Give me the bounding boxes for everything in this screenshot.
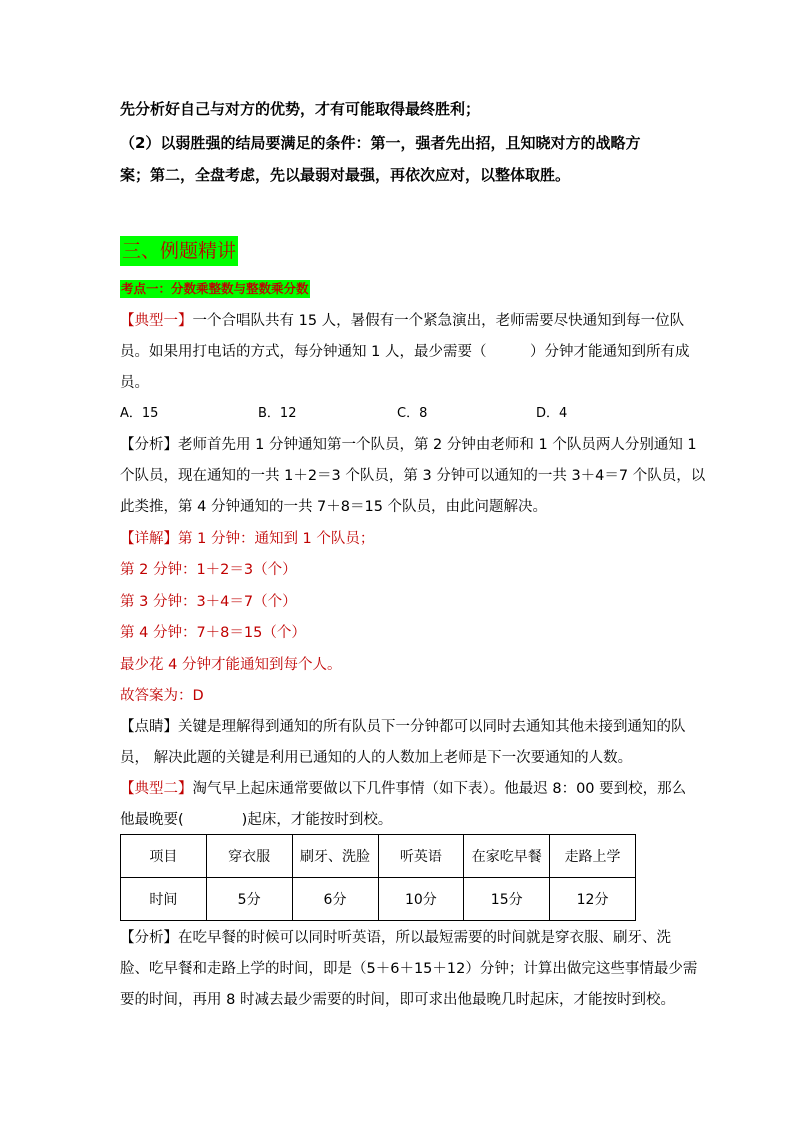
q1-analysis-2: 个队员，现在通知的一共 1＋2＝3 个队员，第 3 分钟可以通知的一共 3＋4＝7 个队员，以	[120, 468, 706, 484]
q1-detail-tag: 【详解】	[120, 531, 178, 547]
table-header-cell: 走路上学	[550, 835, 636, 878]
table-cell: 6分	[292, 878, 378, 921]
schedule-table	[120, 834, 636, 921]
q1-text-2: 员。如果用打电话的方式，每分钟通知 1 人，最少需要（ ）分钟才能通知到所有成	[120, 344, 690, 360]
intro-line-1: 先分析好自己与对方的优势，才有可能取得最终胜利；	[120, 100, 481, 118]
q2-text-1: 淘气早上起床通常要做以下几件事情（如下表）。他最迟 8：00 要到校，那么	[192, 781, 687, 797]
q2-line-1	[120, 779, 686, 799]
q2-analysis-tag: 【分析】	[120, 930, 178, 946]
q1-analysis-1: 老师首先用 1 分钟通知第一个队员，第 2 分钟由老师和 1 个队员两人分别通知 1	[178, 437, 697, 453]
q1-point-tag: 【点睛】	[120, 719, 178, 735]
q1-option-c: C．8	[397, 406, 428, 421]
q1-line-1	[120, 311, 684, 331]
kaodian-label: 考点一：分数乘整数与整数乘分数	[121, 281, 309, 296]
table-header-cell: 穿衣服	[206, 835, 292, 878]
intro-line-2: （2）以弱胜强的结局要满足的条件：第一，强者先出招，且知晓对方的战略方	[120, 134, 641, 152]
table-header-cell: 项目	[121, 835, 207, 878]
q1-point-2: 员， 解决此题的关键是利用已通知的人的人数加上老师是下一次要通知的人数。	[120, 750, 633, 766]
q1-option-d: D．4	[536, 406, 568, 421]
q1-detail-5: 最少花 4 分钟才能通知到每个人。	[120, 657, 342, 673]
q1-tag: 【典型一】	[120, 313, 193, 329]
table-row	[121, 835, 636, 878]
q2-analysis-line-1	[120, 928, 671, 948]
q1-detail-2-label: 第 2 分钟：	[120, 562, 197, 578]
q2-analysis-1: 在吃早餐的时候可以同时听英语，所以最短需要的时间就是穿衣服、刷牙、洗	[178, 930, 671, 946]
q2-analysis-2: 脸、吃早餐和走路上学的时间，即是（5＋6＋15＋12）分钟；计算出做完这些事情最少需	[120, 961, 698, 977]
section-title: 三、例题精讲	[120, 236, 238, 266]
q1-analysis-line-1	[120, 435, 697, 455]
q1-detail-line-2	[120, 560, 297, 580]
table-row	[121, 878, 636, 921]
table-cell: 时间	[121, 878, 207, 921]
q1-text-3: 员。	[120, 375, 149, 391]
q2-text-2: 他最晚要( )起床，才能按时到校。	[120, 812, 393, 828]
q1-point-1: 关键是理解得到通知的所有队员下一分钟都可以同时去通知其他未接到通知的队	[178, 719, 686, 735]
q1-detail-line-3	[120, 592, 297, 612]
q1-option-b: B．12	[258, 406, 297, 421]
q1-point-line-1	[120, 717, 686, 737]
q1-option-a: A．15	[120, 406, 159, 421]
q1-detail-1: 第 1 分钟：通知到 1 个队员；	[178, 531, 375, 547]
q1-detail-2-value: 1＋2＝3（个）	[196, 562, 297, 578]
table-cell: 12分	[550, 878, 636, 921]
q1-analysis-3: 此类推，第 4 分钟通知的一共 7＋8＝15 个队员，由此问题解决。	[120, 499, 548, 515]
table-cell: 15分	[464, 878, 550, 921]
q1-detail-4-label: 第 4 分钟：	[120, 625, 197, 641]
q1-detail-4-value: 7＋8＝15（个）	[196, 625, 306, 641]
q1-detail-line-1	[120, 529, 374, 549]
q2-tag: 【典型二】	[120, 781, 193, 797]
table-cell: 10分	[378, 878, 464, 921]
intro-line-3: 案；第二，全盘考虑，先以最弱对最强，再依次应对，以整体取胜。	[120, 166, 571, 184]
q1-detail-3-value: 3＋4＝7（个）	[196, 594, 297, 610]
q2-analysis-3: 要的时间，再用 8 时减去最少需要的时间，即可求出他最晚几时起床，才能按时到校。	[120, 992, 675, 1008]
table-cell: 5分	[206, 878, 292, 921]
q1-detail-line-4	[120, 623, 306, 643]
q1-text-1: 一个合唱队共有 15 人，暑假有一个紧急演出，老师需要尽快通知到每一位队	[192, 313, 685, 329]
q1-detail-3-label: 第 3 分钟：	[120, 594, 197, 610]
table-header-cell: 刷牙、洗脸	[292, 835, 378, 878]
table-header-cell: 听英语	[378, 835, 464, 878]
q1-analysis-tag: 【分析】	[120, 437, 178, 453]
table-header-cell: 在家吃早餐	[464, 835, 550, 878]
q1-answer: 故答案为：D	[120, 688, 204, 704]
